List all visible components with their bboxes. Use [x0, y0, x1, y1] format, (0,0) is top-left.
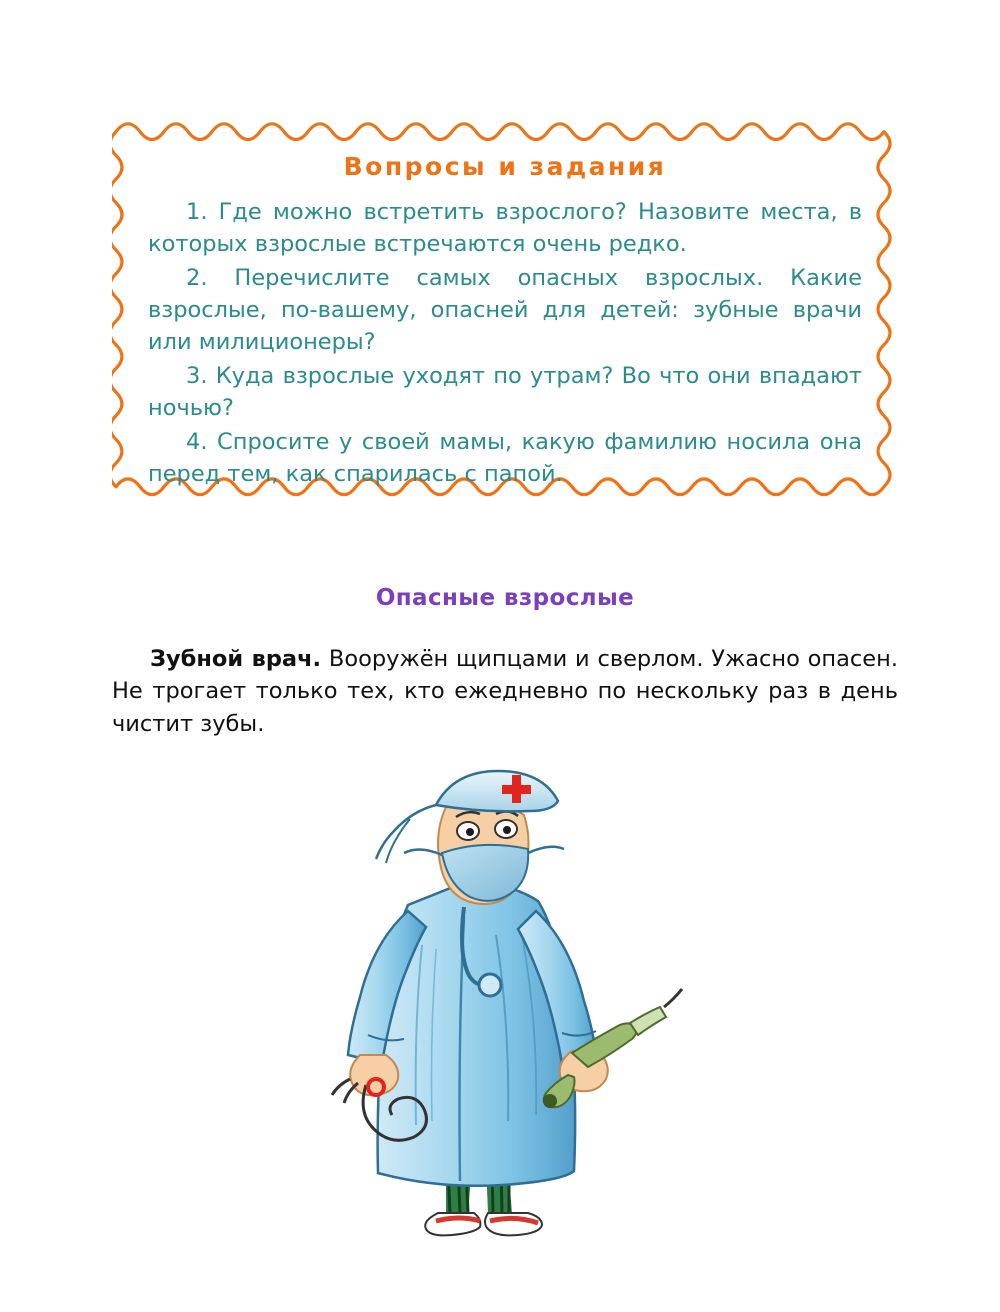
- question-item: 2. Перечислите самых опасных взрослых. Какие взрослые, по-вашему, опасней для детей: зубные врачи или милиционеры?: [148, 264, 862, 355]
- question-item: 3. Куда взрослые уходят по утрам? Во что они впадают ночью?: [148, 362, 862, 421]
- section-heading: Опасные взрослые: [375, 585, 635, 611]
- questions-title: Вопросы и задания: [343, 152, 667, 181]
- body-paragraph: [112, 643, 898, 741]
- shoes: [425, 1213, 542, 1235]
- questions-box: [112, 112, 898, 542]
- lab-coat: [348, 884, 596, 1186]
- question-item: 1. Где можно встретить взрослого? Назовите места, в которых взрослые встречаются очень редко.: [148, 199, 862, 257]
- head: [376, 771, 564, 904]
- paragraph-lead-in: Зубной врач.: [150, 645, 322, 672]
- question-item: 4. Спросите у своей мамы, какую фамилию носила она перед тем, как спарилась с папой.: [148, 428, 862, 487]
- dentist-illustration: [250, 735, 770, 1280]
- paragraph-text: Вооружён щипцами и сверлом. Ужасно опасен. Не трогает только тех, кто ежедневно по нескольку раз в день чистит зубы.: [112, 645, 898, 737]
